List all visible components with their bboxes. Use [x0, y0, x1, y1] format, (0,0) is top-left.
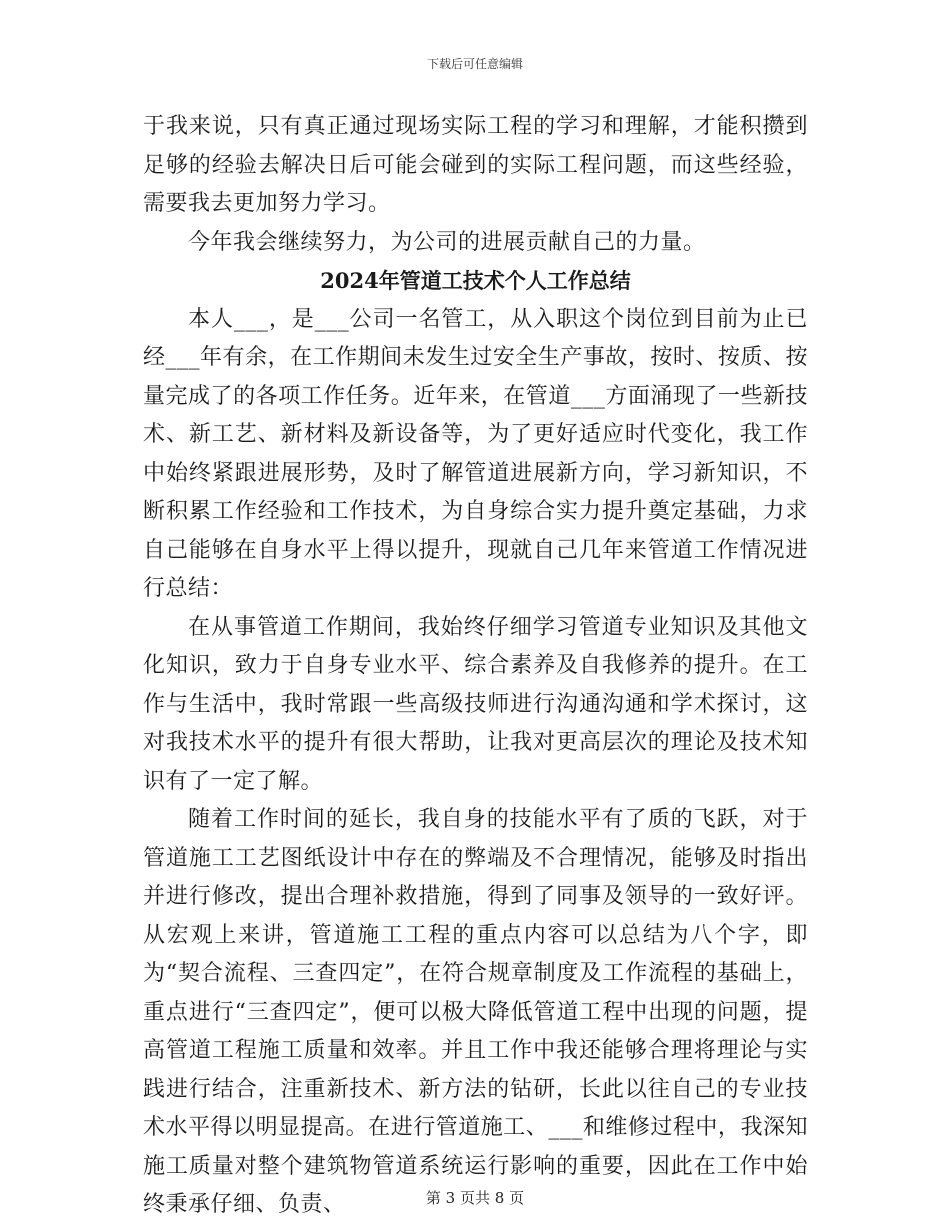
paragraph-learning: 在从事管道工作期间，我始终仔细学习管道专业知识及其他文化知识，致力于自身专业水平、综合素养及自我修养的提升。在工作与生活中，我时常跟一些高级技师进行沟通沟通和学术探讨，这对我技术水平的提升有很大帮助，让我对更高层次的理论及技术知识有了一定了解。: [143, 614, 808, 794]
paragraph-continuation: 于我来说，只有真正通过现场实际工程的学习和理解，才能积攒到足够的经验去解决日后可能会碰到的实际工程问题，而这些经验，需要我去更加努力学习。: [143, 114, 808, 216]
paragraph-intro: 本人___，是___公司一名管工，从入职这个岗位到目前为止已经___年有余，在工作期间未发生过安全生产事故，按时、按质、按量完成了的各项工作任务。近年来，在管道___方面涌现了一些新技术、新工艺、新材料及新设备等，为了更好适应时代变化，我工作中始终紧跟进展形势，及时了解管道进展新方向，学习新知识，不断积累工作经验和工作技术，为自身综合实力提升奠定基础，力求自己能够在自身水平上得以提升，现就自己几年来管道工作情况进行总结：: [143, 306, 808, 601]
paragraph-closing: 今年我会继续努力，为公司的进展贡献自己的力量。: [188, 229, 706, 255]
page-footer: 第 3 页共 8 页: [425, 1189, 525, 1207]
section-title: 2024年管道工技术个人工作总结: [320, 268, 631, 293]
paragraph-skills: 随着工作时间的延长，我自身的技能水平有了质的飞跃，对于管道施工工艺图纸设计中存在的弊端及不合理情况，能够及时指出并进行修改，提出合理补救措施，得到了同事及领导的一致好评。从宏观上来讲，管道施工工程的重点内容可以总结为八个字，即为“契合流程、三查四定”，在符合规章制度及工作流程的基础上，重点进行“三查四定”，便可以极大降低管道工程中出现的问题，提高管道工程施工质量和效率。并且工作中我还能够合理将理论与实践进行结合，注重新技术、新方法的钻研，长此以往自己的专业技术水平得以明显提高。在进行管道施工、___和维修过程中，我深知施工质量对整个建筑物管道系统运行影响的重要，因此在工作中始终秉承仔细、负责、: [143, 807, 808, 1217]
document-body: [143, 108, 808, 1225]
page-header: 下载后可任意编辑: [426, 57, 523, 71]
